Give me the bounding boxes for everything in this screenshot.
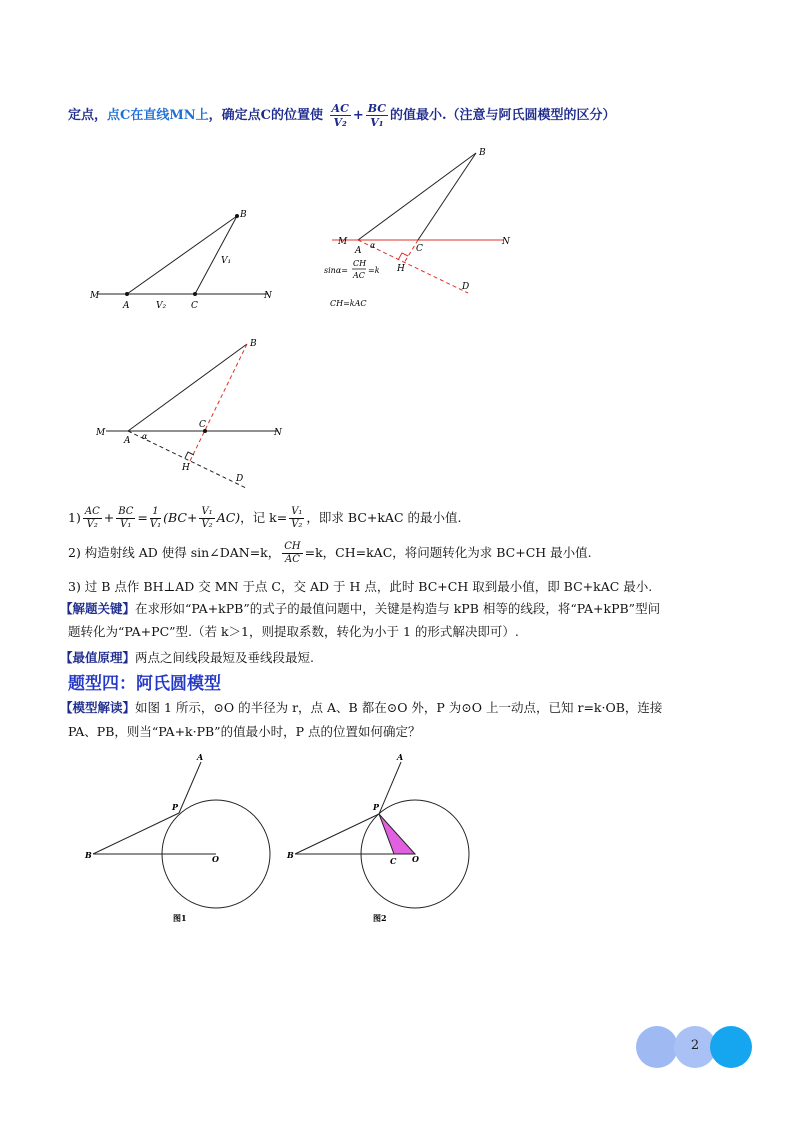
label-m: M <box>96 428 106 438</box>
point-a <box>125 292 129 296</box>
label-alpha: α <box>370 241 376 250</box>
label-b: B <box>85 850 92 860</box>
intro-text-1: 定点， <box>68 108 108 123</box>
label-m: M <box>90 291 100 301</box>
sin-denominator: AC <box>353 271 365 280</box>
segment-ab <box>128 344 247 431</box>
section-heading: 题型四：阿氏圆模型 <box>68 674 221 694</box>
model-description: 【模型解读】如图 1 所示，⊙O 的半径为 r，点 A、B 都在⊙O 外，P 为⊙O 上一动点，已知 r=k·OB，连接 <box>60 700 663 715</box>
figure-2 <box>318 145 518 315</box>
figure-circle-1 <box>80 748 280 933</box>
step1-fraction-ac: $\frac{AC}{\text{V₂}}$ <box>84 506 100 530</box>
label-b: B <box>287 850 294 860</box>
sin-numerator: CH <box>353 259 367 268</box>
label-d: D <box>236 474 244 484</box>
step1-fraction-one: $\frac{1}{\text{V₁}}$ <box>149 506 162 530</box>
sin-label: sinα= <box>324 266 348 275</box>
segment-bc <box>195 216 237 294</box>
point-c <box>193 292 197 296</box>
intro-line <box>68 103 616 128</box>
right-angle-mark <box>185 452 194 458</box>
segment-bp <box>295 814 379 854</box>
model-description-cont: PA、PB，则当“PA+k·PB”的值最小时，P 点的位置如何确定？ <box>68 724 421 739</box>
label-b: B <box>240 210 247 220</box>
label-c: C <box>199 420 206 430</box>
key-point-2: 【最值原理】两点之间线段最短及垂线段最短. <box>60 650 314 665</box>
label-a: A <box>124 436 131 446</box>
intro-highlight: 点C在直线MN上 <box>107 108 209 123</box>
label-p: P <box>172 802 179 812</box>
label-h: H <box>397 264 405 274</box>
label-o: O <box>412 854 419 864</box>
label-v1: V₁ <box>221 256 232 266</box>
page-badge-right-circle <box>710 1026 752 1068</box>
step1-fraction-k: $\frac{\text{V₁}}{\text{V₂}}$ <box>291 506 303 530</box>
intro-text-3: 的值最小.（注意与阿氏圆模型的区分） <box>390 108 616 123</box>
intro-fraction-2: $\frac{BC}{\text{V₁}}$ <box>367 102 386 129</box>
step1-fraction-v: $\frac{\text{V₁}}{\text{V₂}}$ <box>201 506 213 530</box>
sin-equals: =k <box>368 266 380 275</box>
label-a: A <box>123 301 130 311</box>
label-a: A <box>397 752 404 762</box>
label-p: P <box>373 802 380 812</box>
page-number: 2 <box>690 1038 700 1053</box>
label-d: D <box>462 282 470 292</box>
step2-fraction: $\frac{CH}{AC}$ <box>284 541 301 565</box>
caption-fig1: 图1 <box>173 913 187 923</box>
step-3: 3) 过 B 点作 BH⊥AD 交 MN 于点 C，交 AD 于 H 点，此时 BC+CH 取到最小值，即 BC+kAC 最小. <box>68 579 653 594</box>
caption-fig2: 图2 <box>373 913 387 923</box>
ch-formula: CH=kAC <box>330 299 367 308</box>
intro-fraction-1: $\frac{AC}{\text{V₂}}$ <box>331 102 349 129</box>
figure-1 <box>88 205 278 315</box>
intro-text-2: ，确定点C的位置使 <box>208 108 323 123</box>
segment-bh <box>190 344 247 461</box>
label-v2: V₂ <box>156 301 167 311</box>
page-badge-left-circle <box>636 1026 678 1068</box>
step-2: 2) 构造射线 AD 使得 sin∠DAN=k， $\frac{CH}{AC}$ =k，CH=kAC，将问题转化为求 BC+CH 最小值. <box>68 541 592 565</box>
triangle-pco <box>379 814 415 854</box>
segment-pa <box>179 762 201 813</box>
label-c: C <box>390 856 397 866</box>
segment-ab <box>127 216 237 294</box>
label-m: M <box>338 237 348 247</box>
label-n: N <box>264 291 272 301</box>
figure-circle-2 <box>282 748 482 933</box>
label-b: B <box>250 339 257 349</box>
intro-plus: + <box>352 108 364 123</box>
label-a: A <box>355 246 362 256</box>
label-n: N <box>502 237 510 247</box>
label-h: H <box>182 463 190 473</box>
step1-fraction-bc: $\frac{BC}{\text{V₁}}$ <box>118 506 134 530</box>
key-point-1: 【解题关键】在求形如“PA+kPB”的式子的最值问题中，关键是构造与 kPB 相等的线段，将“PA+kPB”型问 <box>60 601 661 616</box>
step-1: 1) $\frac{AC}{\text{V₂}}$ + $\frac{BC}{\text{V₁}}$ = $\frac{1}{\text{V₁}}$ (BC+ $\frac{\text{V₁}}{\text{V₂}}$ AC)，记 k= $\frac{\text{V₁}}{\text{V₂}}$ ，即求 BC+kAC 的最小值. <box>68 506 462 530</box>
figure-3 <box>88 335 288 495</box>
label-o: O <box>212 854 219 864</box>
label-a: A <box>197 752 204 762</box>
key-point-1-cont: 题转化为“PA+PC”型.（若 k＞1，则提取系数，转化为小于 1 的形式解决即可）. <box>68 624 519 639</box>
label-c: C <box>191 301 198 311</box>
label-n: N <box>274 428 282 438</box>
label-c: C <box>416 244 423 254</box>
segment-bc <box>418 153 476 240</box>
label-b: B <box>479 148 486 158</box>
segment-ab <box>358 153 476 240</box>
point-b <box>235 214 239 218</box>
label-alpha: α <box>142 432 148 441</box>
